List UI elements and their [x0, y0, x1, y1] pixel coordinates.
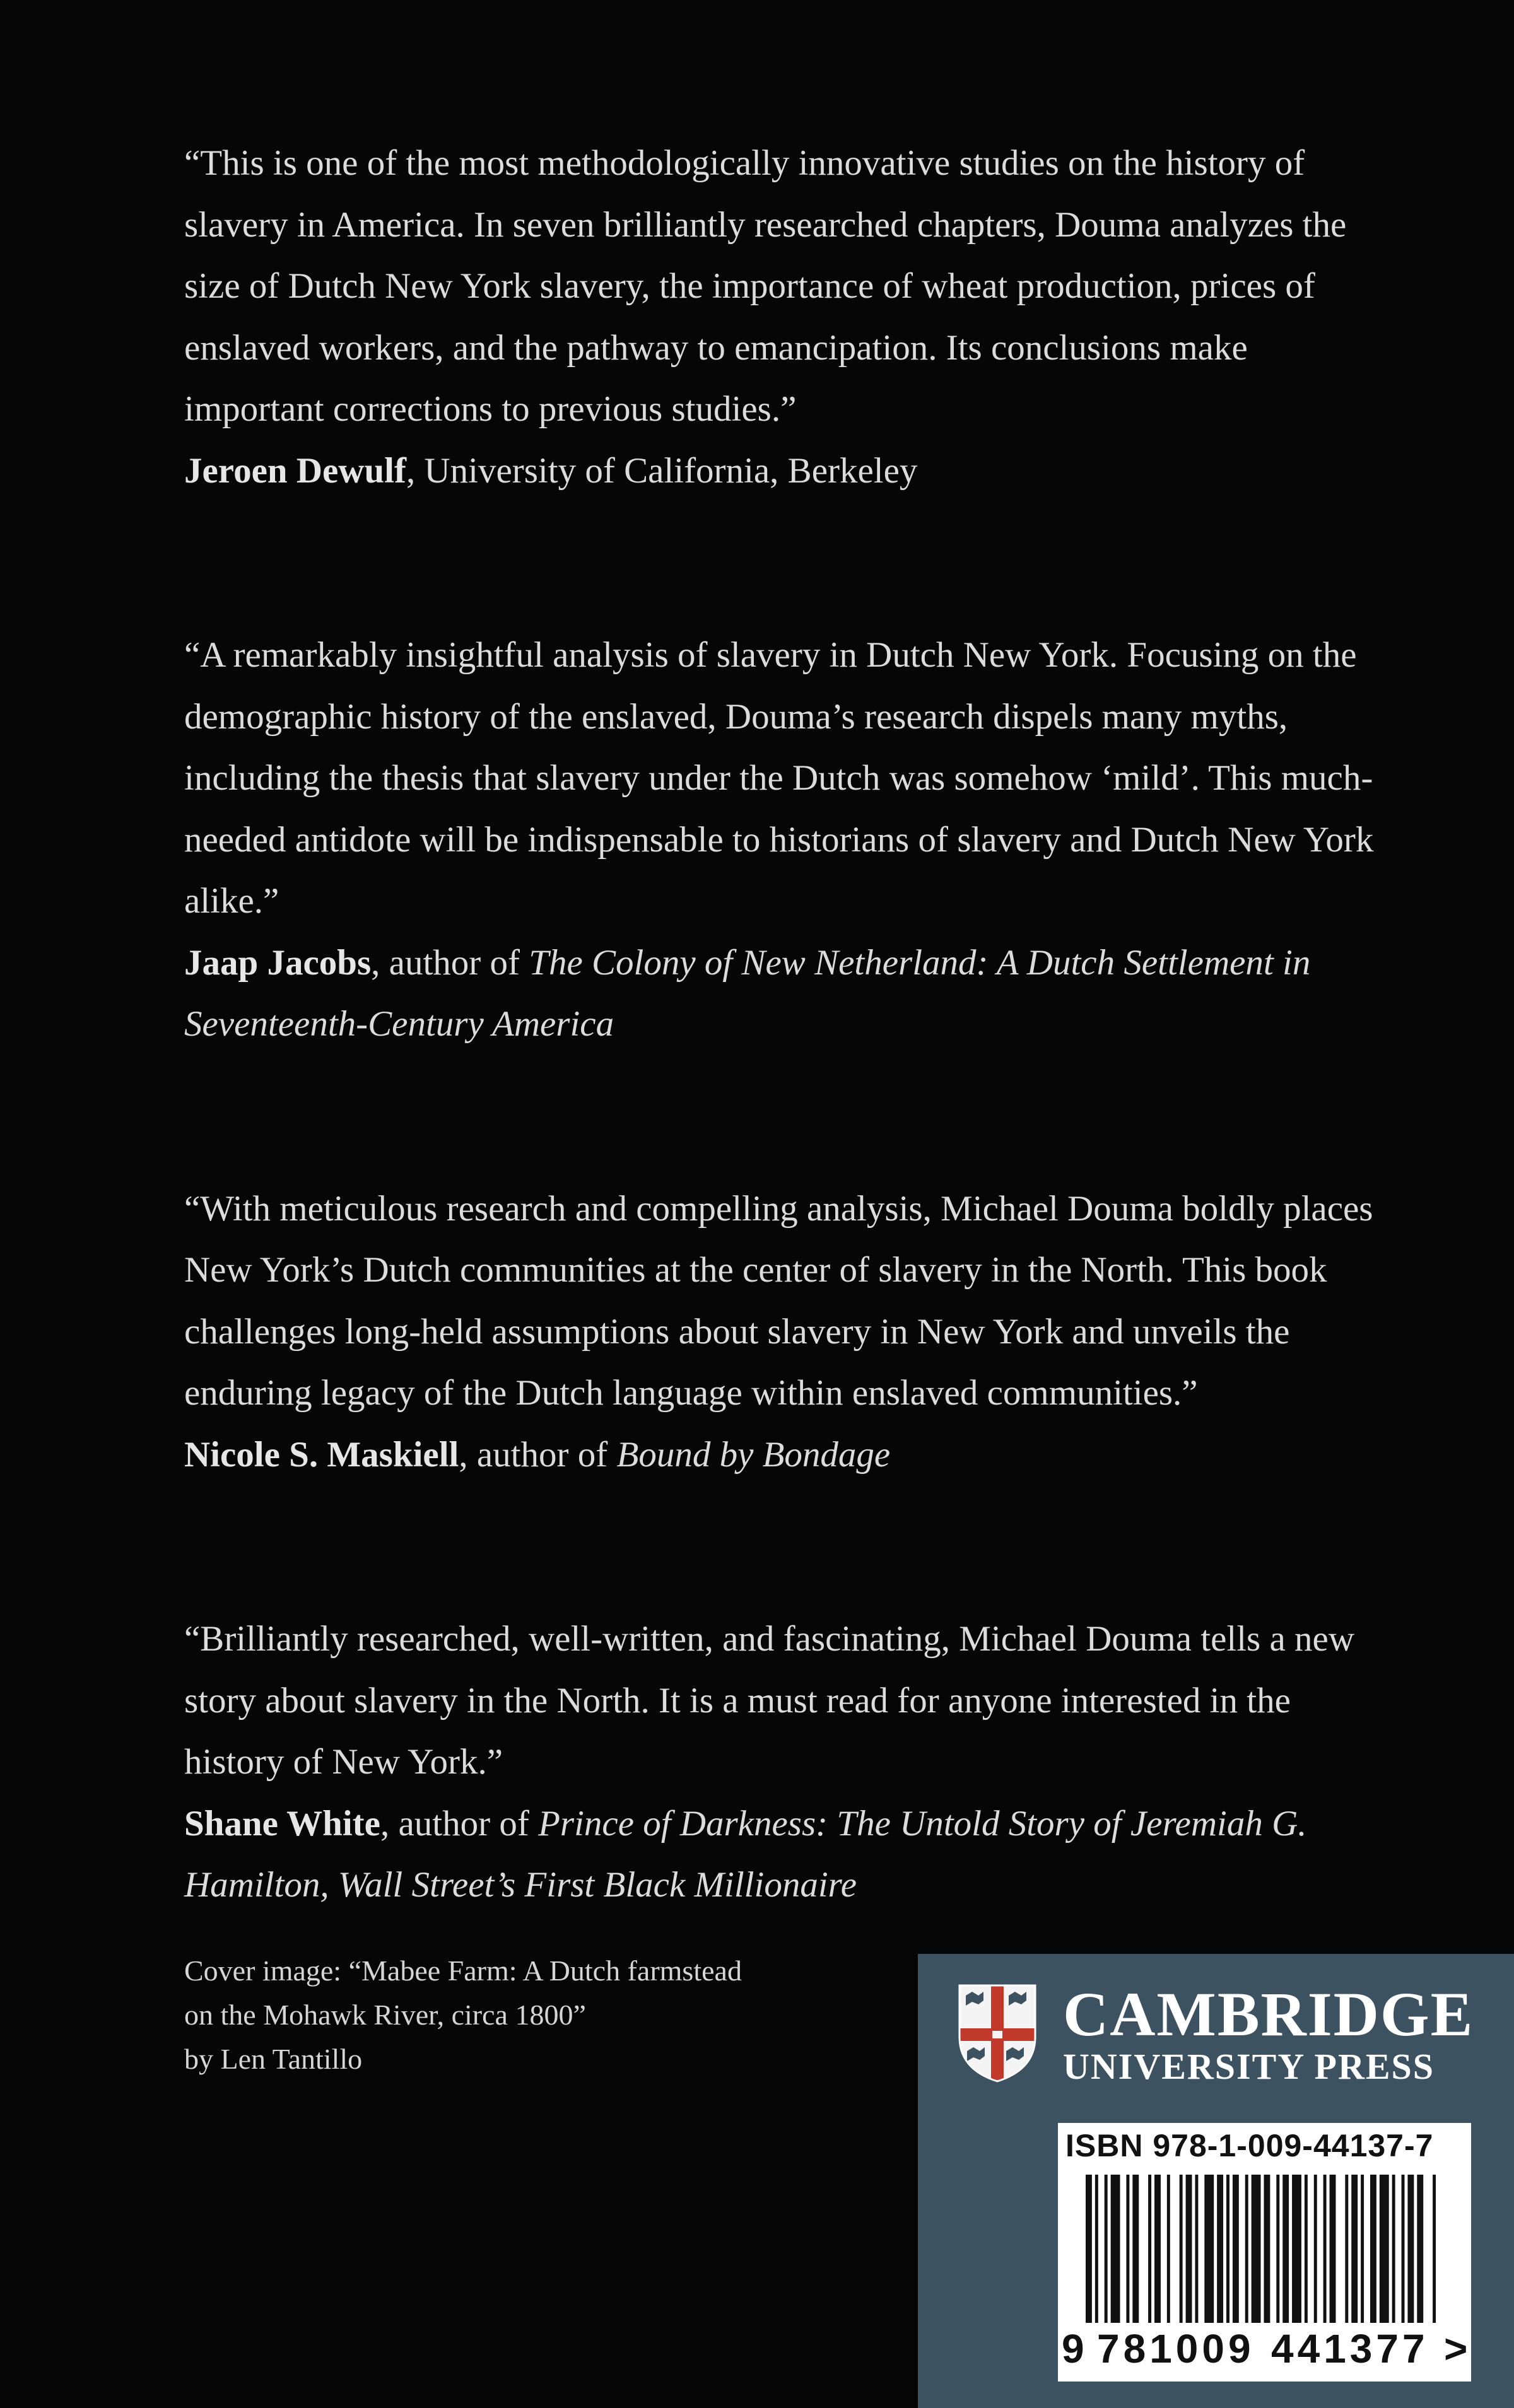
- reviewer-affiliation: , University of California, Berkeley: [406, 450, 918, 491]
- reviewer-name: Jaap Jacobs: [184, 942, 372, 983]
- barcode-bar: [1314, 2175, 1317, 2323]
- barcode-bar: [1217, 2175, 1223, 2323]
- barcode-bar: [1345, 2175, 1348, 2323]
- barcode-bar: [1126, 2175, 1129, 2323]
- review-attribution: [184, 1424, 1383, 1486]
- barcode-bar: [1233, 2175, 1239, 2323]
- barcode-left-group: 781009: [1097, 2326, 1255, 2371]
- cambridge-crest-icon: [957, 1983, 1038, 2083]
- review-attribution: [184, 1793, 1383, 1916]
- review-quote: “A remarkably insightful analysis of slavery in Dutch New York. Focusing on the demographic history of the enslaved, Douma’s research dispels many myths, including the thesis that slavery under the Dutch was somehow ‘mild’. This much-needed antidote will be indispensable to historians of slavery and Dutch New York alike.”: [184, 635, 1374, 921]
- barcode-bar: [1226, 2175, 1229, 2323]
- review-quote: “This is one of the most methodologically innovative studies on the history of slavery in America. In seven brilliantly researched chapters, Douma analyzes the size of Dutch New York slavery, the importance of wheat production, prices of enslaved workers, and the pathway to emancipation. Its conclusions make important corrections to previous studies.”: [184, 143, 1347, 429]
- barcode-bar: [1195, 2175, 1198, 2323]
- reviewer-affiliation: , author of: [459, 1434, 617, 1475]
- barcode-bar: [1380, 2175, 1389, 2323]
- reviewer-book-title: The Colony of New Netherland: A Dutch Settlement in Seventeenth-Century America: [184, 942, 1311, 1044]
- barcode-bar: [1402, 2175, 1405, 2323]
- barcode-bar: [1276, 2175, 1279, 2323]
- barcode-bar: [1433, 2175, 1436, 2323]
- review-attribution: [184, 932, 1383, 1055]
- reviewer-name: Shane White: [184, 1803, 380, 1844]
- barcode-bar: [1292, 2175, 1301, 2323]
- barcode-bar: [1351, 2175, 1358, 2323]
- isbn-label: ISBN 978-1-009-44137-7: [1065, 2128, 1434, 2163]
- reviewer-name: Nicole S. Maskiell: [184, 1434, 459, 1475]
- publisher-name: [1063, 1979, 1474, 2088]
- barcode-bar: [1180, 2175, 1183, 2323]
- barcode-bar: [1407, 2175, 1414, 2323]
- barcode-bar: [1204, 2175, 1214, 2323]
- reviewer-affiliation: , author of: [380, 1803, 539, 1844]
- publisher-panel: [918, 1954, 1514, 2408]
- publisher-name-line1: CAMBRIDGE: [1063, 1979, 1474, 2049]
- barcode-right-group: 441377: [1271, 2326, 1429, 2371]
- barcode-bar: [1282, 2175, 1289, 2323]
- barcode-bar: [1111, 2175, 1120, 2323]
- cover-credit-line: on the Mohawk River, circa 1800”: [184, 1999, 586, 2031]
- review-1: [184, 132, 1383, 501]
- barcode-bar: [1132, 2175, 1139, 2323]
- barcode-digits: [1058, 2323, 1471, 2374]
- barcode-bar: [1305, 2175, 1308, 2323]
- barcode-bar: [1330, 2175, 1336, 2323]
- barcode-bar: [1252, 2175, 1261, 2323]
- cover-credit-line: Cover image: “Mabee Farm: A Dutch farmstead: [184, 1955, 742, 1987]
- isbn-barcode: [1058, 2123, 1471, 2382]
- review-quote: “With meticulous research and compelling analysis, Michael Douma boldly places New York’s Dutch communities at the center of slavery in the North. This book challenges long-held assumptions about slavery in New York and unveils the enduring legacy of the Dutch language within enslaved communities.”: [184, 1188, 1373, 1413]
- barcode-lead-digit: 9: [1062, 2326, 1084, 2371]
- barcode-bar: [1167, 2175, 1170, 2323]
- barcode-bar: [1154, 2175, 1161, 2323]
- barcode-bar: [1148, 2175, 1151, 2323]
- barcode-bar: [1186, 2175, 1192, 2323]
- barcode-bar: [1086, 2175, 1092, 2323]
- review-2: [184, 624, 1383, 1055]
- review-4: [184, 1608, 1383, 1916]
- barcode-bar: [1105, 2175, 1108, 2323]
- reviewer-book-title: Bound by Bondage: [616, 1434, 891, 1475]
- barcode-bar: [1264, 2175, 1270, 2323]
- publisher-name-line2: UNIVERSITY PRESS: [1063, 2046, 1435, 2087]
- reviewer-name: Jeroen Dewulf: [184, 450, 406, 491]
- cover-image-credit: [184, 1949, 878, 2081]
- reviewer-affiliation: , author of: [371, 942, 529, 983]
- review-3: [184, 1178, 1383, 1486]
- barcode-bar: [1095, 2175, 1098, 2323]
- barcode-bar: [1392, 2175, 1395, 2323]
- cover-credit-line: by Len Tantillo: [184, 2043, 363, 2075]
- barcode-arrow: >: [1444, 2326, 1468, 2371]
- barcode-bar: [1361, 2175, 1364, 2323]
- review-quote: “Brilliantly researched, well-written, and fascinating, Michael Douma tells a new story about slavery in the North. It is a must read for anyone interested in the history of New York.”: [184, 1619, 1355, 1782]
- barcode-bars: [1086, 2175, 1439, 2323]
- barcode-bar: [1245, 2175, 1248, 2323]
- endorsements: [184, 132, 1383, 2039]
- barcode-bar: [1370, 2175, 1376, 2323]
- review-attribution: [184, 440, 1383, 502]
- barcode-bar: [1417, 2175, 1423, 2323]
- barcode-bar: [1323, 2175, 1327, 2323]
- reviewer-book-title: Prince of Darkness: The Untold Story of Jeremiah G. Hamilton, Wall Street’s First Black Millionaire: [184, 1803, 1307, 1905]
